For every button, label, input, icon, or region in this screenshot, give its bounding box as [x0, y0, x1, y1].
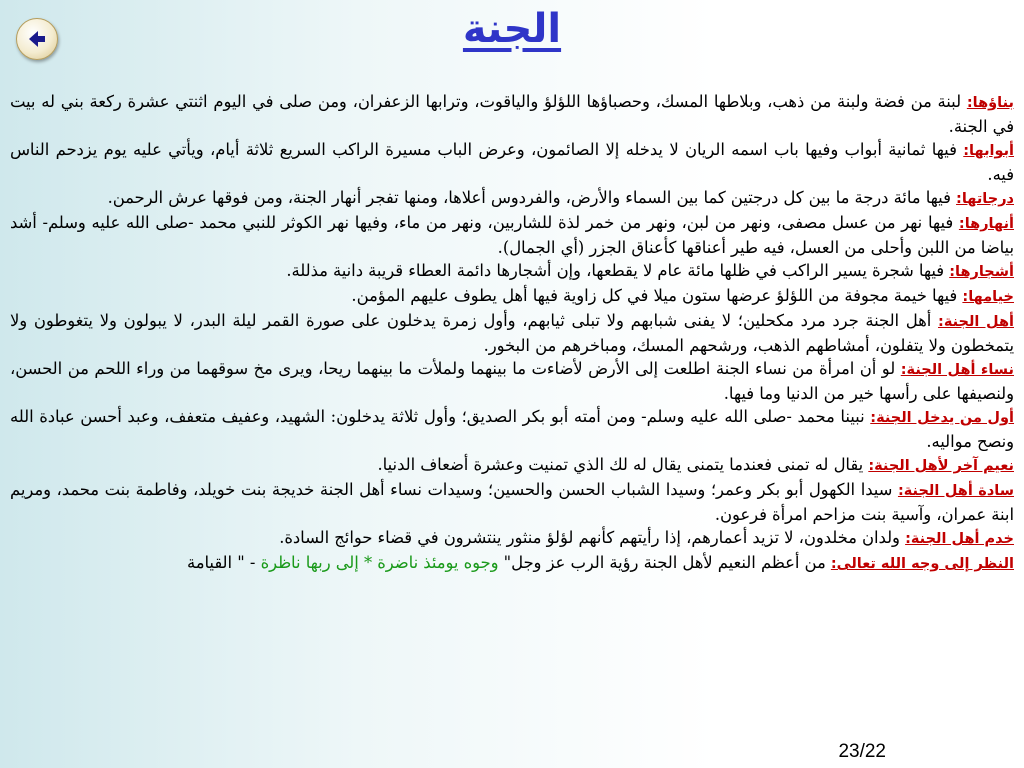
- item-text: لو أن امرأة من نساء الجنة اطلعت إلى الأرض لأضاءت ما بينهما ولملأت ما بينهما ريحا، ويرى مخ سوقهما من وراء اللحم من الحسن، ولنصيفها على رأسها خير من الدنيا وما فيها.: [10, 359, 1014, 403]
- item-text-end: - " القيامة: [187, 553, 261, 572]
- item-label: النظر إلى وجه الله تعالى:: [830, 556, 1014, 572]
- item-text: فيها ثمانية أبواب وفيها باب اسمه الريان لا يدخله إلا الصائمون، وعرض الباب مسيرة الراكب السريع ثلاثة أيام، ويأتي عليه يوم يزدحم الناس فيه.: [10, 140, 1014, 184]
- list-item: [10, 90, 1014, 138]
- item-label: درجاتها:: [956, 191, 1014, 207]
- list-item: [10, 551, 1014, 576]
- list-item: [10, 284, 1014, 309]
- item-label: أشجارها:: [949, 264, 1014, 280]
- list-item: [10, 357, 1014, 405]
- item-text: فيها خيمة مجوفة من اللؤلؤ عرضها ستون ميلا في كل زاوية فيها أهل يطوف عليهم المؤمن.: [351, 286, 958, 305]
- item-label: أول من يدخل الجنة:: [870, 410, 1015, 426]
- list-item: [10, 138, 1014, 186]
- item-label: نساء أهل الجنة:: [900, 362, 1014, 378]
- page-title: الجنة: [462, 6, 562, 52]
- item-text: نبينا محمد -صلى الله عليه وسلم- ومن أمته أبو بكر الصديق؛ وأول ثلاثة يدخلون: الشهيد، وعفيف متعفف، وعبد أحسن عبادة الله ونصح مواليه.: [10, 407, 1014, 451]
- item-text: أهل الجنة جرد مرد مكحلين؛ لا يفنى شبابهم ولا تبلى ثيابهم، وأول زمرة يدخلون على صورة القمر ليلة البدر، لا يبولون ولا يتغوطون ولا يتمخطون ولا يتفلون، أمشاطهم الذهب، ورشحهم المسك، ومباخرهم من البخور.: [10, 311, 1014, 355]
- item-label: أهل الجنة:: [938, 314, 1014, 330]
- item-text: ولدان مخلدون، لا تزيد أعمارهم، إذا رأيتهم كأنهم لؤلؤ منثور ينتشرون في قضاء حوائج السادة.: [279, 528, 900, 547]
- quran-verse: وجوه يومئذ ناضرة * إلى ربها ناظرة: [260, 553, 499, 572]
- item-text: سيدا الكهول أبو بكر وعمر؛ وسيدا الشباب الحسن والحسين؛ وسيدات نساء أهل الجنة خديجة بنت خويلد، وفاطمة بنت محمد، ومريم ابنة عمران، وآسية بنت مزاحم امرأة فرعون.: [10, 480, 1014, 524]
- page-number: 23/22: [838, 741, 886, 762]
- item-label: سادة أهل الجنة:: [897, 483, 1014, 499]
- list-item: [10, 259, 1014, 284]
- list-item: [10, 405, 1014, 453]
- list-item: [10, 478, 1014, 526]
- list-item: [10, 453, 1014, 478]
- item-text: فيها نهر من عسل مصفى، ونهر من لبن، ونهر من خمر لذة للشاربين، ونهر من ماء، وفيها نهر الكوثر للنبي محمد -صلى الله عليه وسلم- أشد بياضا من اللبن وأحلى من العسل، فيه طير أعناقها كأعناق الجزر (أي الجمال).: [10, 213, 1014, 257]
- item-text: فيها مائة درجة ما بين كل درجتين كما بين السماء والأرض، والفردوس أعلاها، ومنها تفجر أنهار الجنة، ومن فوقها عرش الرحمن.: [107, 188, 951, 207]
- list-item: [10, 526, 1014, 551]
- item-label: أنهارها:: [958, 216, 1014, 232]
- list-item: [10, 186, 1014, 211]
- item-label: خيامها:: [962, 289, 1014, 305]
- item-text: فيها شجرة يسير الراكب في ظلها مائة عام لا يقطعها، وإن أشجارها دائمة العطاء قريبة دانية مذللة.: [286, 261, 945, 280]
- item-label: خدم أهل الجنة:: [905, 531, 1014, 547]
- item-text: لبنة من فضة ولبنة من ذهب، وبلاطها المسك، وحصباؤها اللؤلؤ والياقوت، وترابها الزعفران، ومن صلى في اليوم اثنتي عشرة ركعة بني له بيت في الجنة.: [10, 92, 1014, 136]
- item-label: نعيم آخر لأهل الجنة:: [868, 458, 1014, 474]
- item-label: بناؤها:: [966, 95, 1014, 111]
- item-text: من أعظم النعيم لأهل الجنة رؤية الرب عز وجل": [503, 553, 826, 572]
- content: [10, 90, 1014, 576]
- item-label: أبوابها:: [963, 143, 1014, 159]
- item-text: يقال له تمنى فعندما يتمنى يقال له لك الذي تمنيت وعشرة أضعاف الدنيا.: [377, 455, 864, 474]
- list-item: [10, 309, 1014, 357]
- list-item: [10, 211, 1014, 259]
